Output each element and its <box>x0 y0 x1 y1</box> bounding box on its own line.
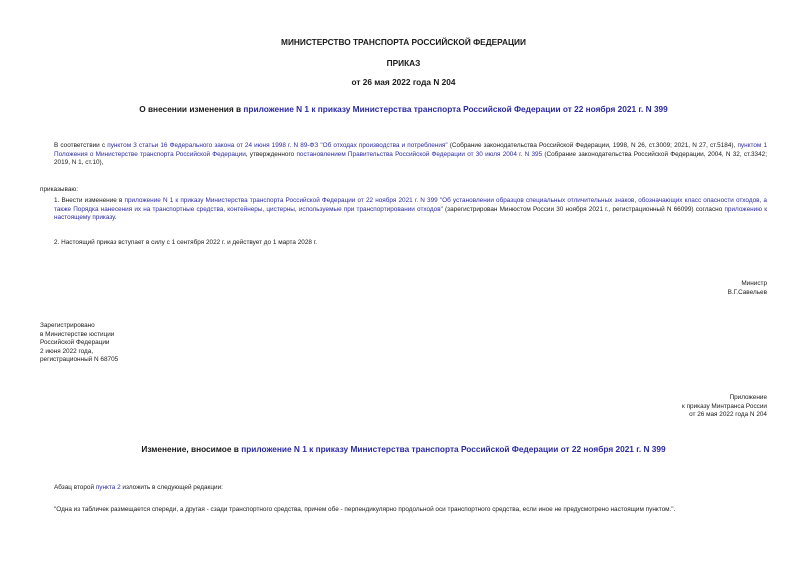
order-word: приказываю: <box>40 186 78 193</box>
change-text-1: Абзац второй <box>54 484 96 491</box>
intro-paragraph <box>54 142 767 168</box>
registration-line-5: регистрационный N 68705 <box>40 356 119 364</box>
doc-type-heading: ПРИКАЗ <box>386 58 421 68</box>
registration-line-4: 2 июня 2022 года, <box>40 347 94 355</box>
appendix-ref-line-2: к приказу Минтранса России <box>682 402 767 410</box>
appendix-399-link[interactable]: приложение N 1 к приказу Министерства транспорта Российской Федерации от 22 ноября 2021 г. N 399 "Об установлении образцов специальных отличительных знаков, обозначающих класс опасности отходов, а также Порядка нанесения их на транспортные средства, контейнеры, цистерны, используемые при транспортировании отходов" <box>54 197 767 213</box>
item-1-text-2: (зарегистрирован Минюстом России 30 ноября 2021 г., регистрационный N 66099) согласно <box>442 205 725 213</box>
order-title-prefix: О внесении изменения в <box>139 104 244 114</box>
doc-date: от 26 мая 2022 года N 204 <box>351 77 456 87</box>
change-text-2: изложить в следующей редакции: <box>120 484 223 491</box>
ministry-heading: МИНИСТЕРСТВО ТРАНСПОРТА РОССИЙСКОЙ ФЕДЕРАЦИИ <box>281 37 526 47</box>
change-title <box>0 444 807 454</box>
intro-text-3: , утвержденного <box>245 150 297 158</box>
registration-line-2: в Министерстве юстиции <box>40 330 115 338</box>
registration-block <box>40 322 118 365</box>
quoted-text: "Одна из табличек размещается спереди, а другая - сзади транспортного средства, причем обе - перпендикулярно продольной оси транспортного средства, если иное не предусмотрено настоящим пунктом.". <box>54 506 676 513</box>
change-title-link[interactable]: приложение N 1 к приказу Министерства транспорта Российской Федерации от 22 ноября 2021 г. N 399 <box>241 444 666 454</box>
law-89fz-link[interactable]: пунктом 3 статьи 16 Федерального закона от 24 июня 1998 г. N 89-ФЗ "Об отходах производства и потребления" <box>107 142 448 149</box>
item-1-paragraph <box>54 197 767 223</box>
signature-block <box>728 280 767 297</box>
intro-text-2: (Собрание законодательства Российской Федерации, 1998, N 26, ст.3009; 2021, N 27, ст.5184), <box>447 142 738 149</box>
intro-text-1: В соответствии с <box>54 142 108 149</box>
appendix-ref-line-3: от 26 мая 2022 года N 204 <box>689 411 767 419</box>
paragraph-2-link[interactable]: пункта 2 <box>95 484 121 491</box>
registration-line-1: Зарегистрировано <box>40 322 95 329</box>
item-1-text-1: 1. Внести изменение в <box>54 197 125 204</box>
item-2-paragraph: 2. Настоящий приказ вступает в силу с 1 сентября 2022 г. и действует до 1 марта 2028 г. <box>54 239 318 246</box>
appendix-link[interactable]: приложению к настоящему приказу <box>54 205 767 222</box>
change-title-prefix: Изменение, вносимое в <box>141 444 242 454</box>
registration-line-3: Российской Федерации <box>40 339 110 347</box>
signature-position: Министр <box>741 280 767 287</box>
item-1-text-3: . <box>114 214 117 222</box>
change-instruction <box>54 484 223 493</box>
appendix-reference <box>682 394 767 420</box>
intro-text-4: (Собрание законодательства Российской Федерации, 2004, N 32, ст.3342; 2019, N 1, ст.10), <box>54 150 767 167</box>
government-decree-link[interactable]: постановлением Правительства Российской Федерации от 30 июля 2004 г. N 395 <box>296 150 543 158</box>
appendix-ref-line-1: Приложение <box>729 394 767 401</box>
order-title-link[interactable]: приложение N 1 к приказу Министерства транспорта Российской Федерации от 22 ноября 2021 г. N 399 <box>243 104 668 114</box>
ministry-regulation-link[interactable]: пунктом 1 Положения о Министерстве транспорта Российской Федерации <box>54 142 768 158</box>
order-title <box>0 104 807 114</box>
signature-name: В.Г.Савельев <box>727 288 767 296</box>
